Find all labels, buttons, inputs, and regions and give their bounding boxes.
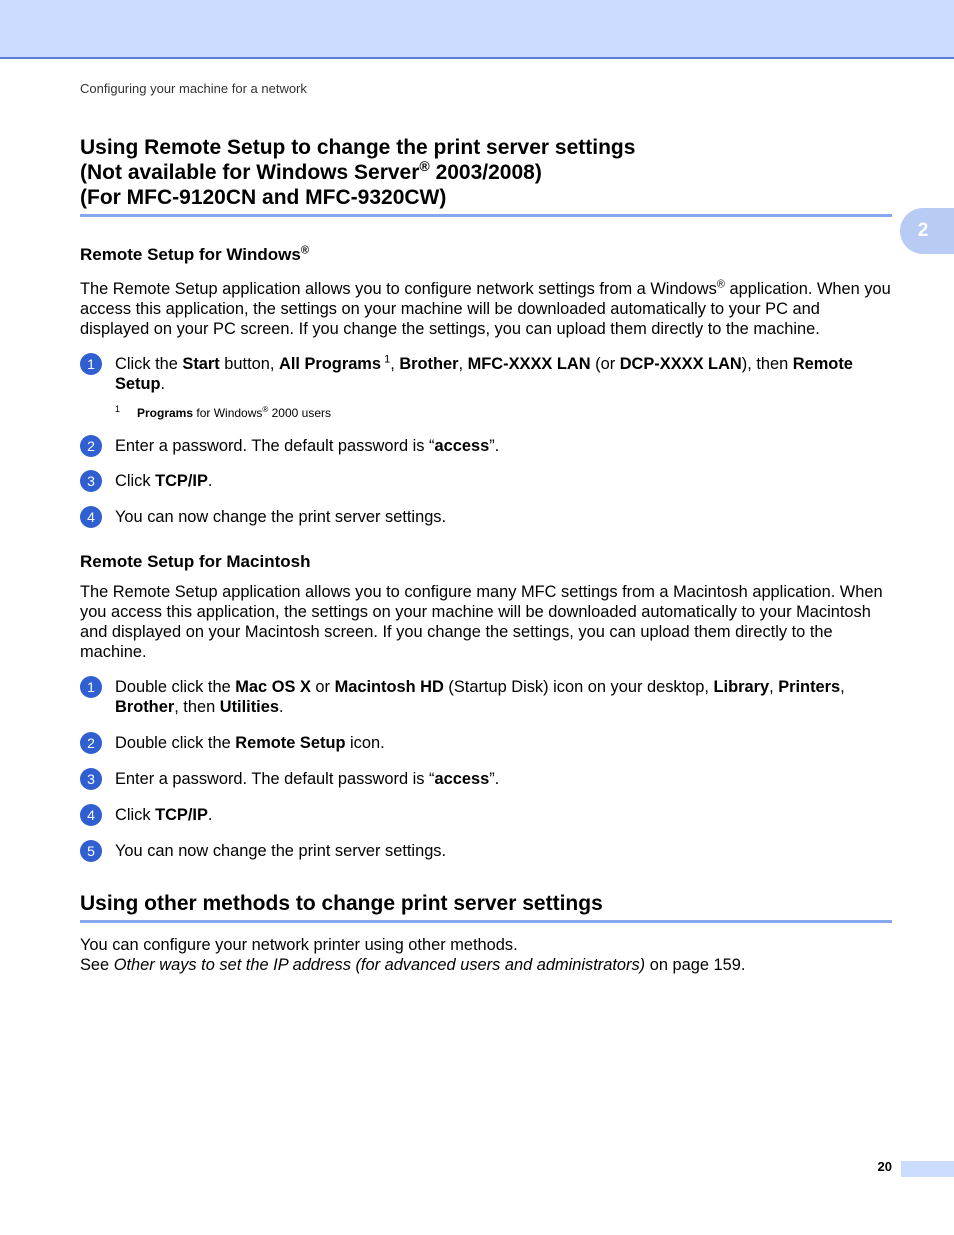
- subheading-macintosh: Remote Setup for Macintosh: [80, 552, 311, 571]
- section-title-remote-setup: Using Remote Setup to change the print server settings (Not available for Windows Server® 2003/2008) (For MFC-9120CN and MFC-9320CW): [80, 135, 892, 217]
- header-band: [0, 0, 954, 59]
- subheading-windows: Remote Setup for Windows®: [80, 244, 309, 264]
- windows-intro-paragraph: The Remote Setup application allows you to configure network settings from a Windows® application. When you access this application, the settings on your machine will be downloaded automatically to your PC and displayed on your PC screen. If you change the settings, you can upload them directly to the machine.: [80, 278, 891, 338]
- step-number-icon: 4: [80, 506, 102, 528]
- step-text: Double click the Mac OS X or Macintosh HD (Startup Disk) icon on your desktop, Library, Printers, Brother, then Utilities.: [115, 678, 845, 716]
- running-header: Configuring your machine for a network: [80, 81, 307, 96]
- macintosh-intro-paragraph: The Remote Setup application allows you to configure many MFC settings from a Macintosh application. When you access this application, the settings on your machine will be downloaded automatically to your Macintosh and displayed on your Macintosh screen. If you change the settings, you can upload them directly to the machine.: [80, 583, 883, 661]
- step-number-icon: 3: [80, 768, 102, 790]
- footer-tab: [901, 1161, 954, 1177]
- step-text: Click the Start button, All Programs $^1$, Brother, MFC-XXXX LAN (or DCP-XXXX LAN), then Remote Setup.: [115, 353, 853, 393]
- step-text: Click TCP/IP.: [115, 806, 213, 824]
- section-title-other-methods: Using other methods to change print server settings: [80, 891, 892, 923]
- chapter-tab: 2: [900, 208, 954, 254]
- step-text: Click TCP/IP.: [115, 472, 213, 490]
- step-number-icon: 5: [80, 840, 102, 862]
- other-methods-paragraph: You can configure your network printer using other methods. See Other ways to set the IP address (for advanced users and administrators) on page 159.: [80, 936, 746, 974]
- step-number-icon: 2: [80, 435, 102, 457]
- footnote-ref: 1: [381, 353, 391, 366]
- step-number-icon: 3: [80, 470, 102, 492]
- step-number-icon: 1: [80, 353, 102, 375]
- cross-reference-link[interactable]: Other ways to set the IP address (for advanced users and administrators): [113, 956, 646, 974]
- page-number: 20: [877, 1159, 892, 1174]
- step-number-icon: 4: [80, 804, 102, 826]
- step-text: Enter a password. The default password is “access”.: [115, 770, 500, 788]
- step-text: You can now change the print server settings.: [115, 508, 447, 526]
- step-number-icon: 2: [80, 732, 102, 754]
- step-text: Enter a password. The default password is “access”.: [115, 437, 500, 455]
- step-text: Double click the Remote Setup icon.: [115, 734, 385, 752]
- step-text: You can now change the print server settings.: [115, 842, 447, 860]
- step-number-icon: 1: [80, 676, 102, 698]
